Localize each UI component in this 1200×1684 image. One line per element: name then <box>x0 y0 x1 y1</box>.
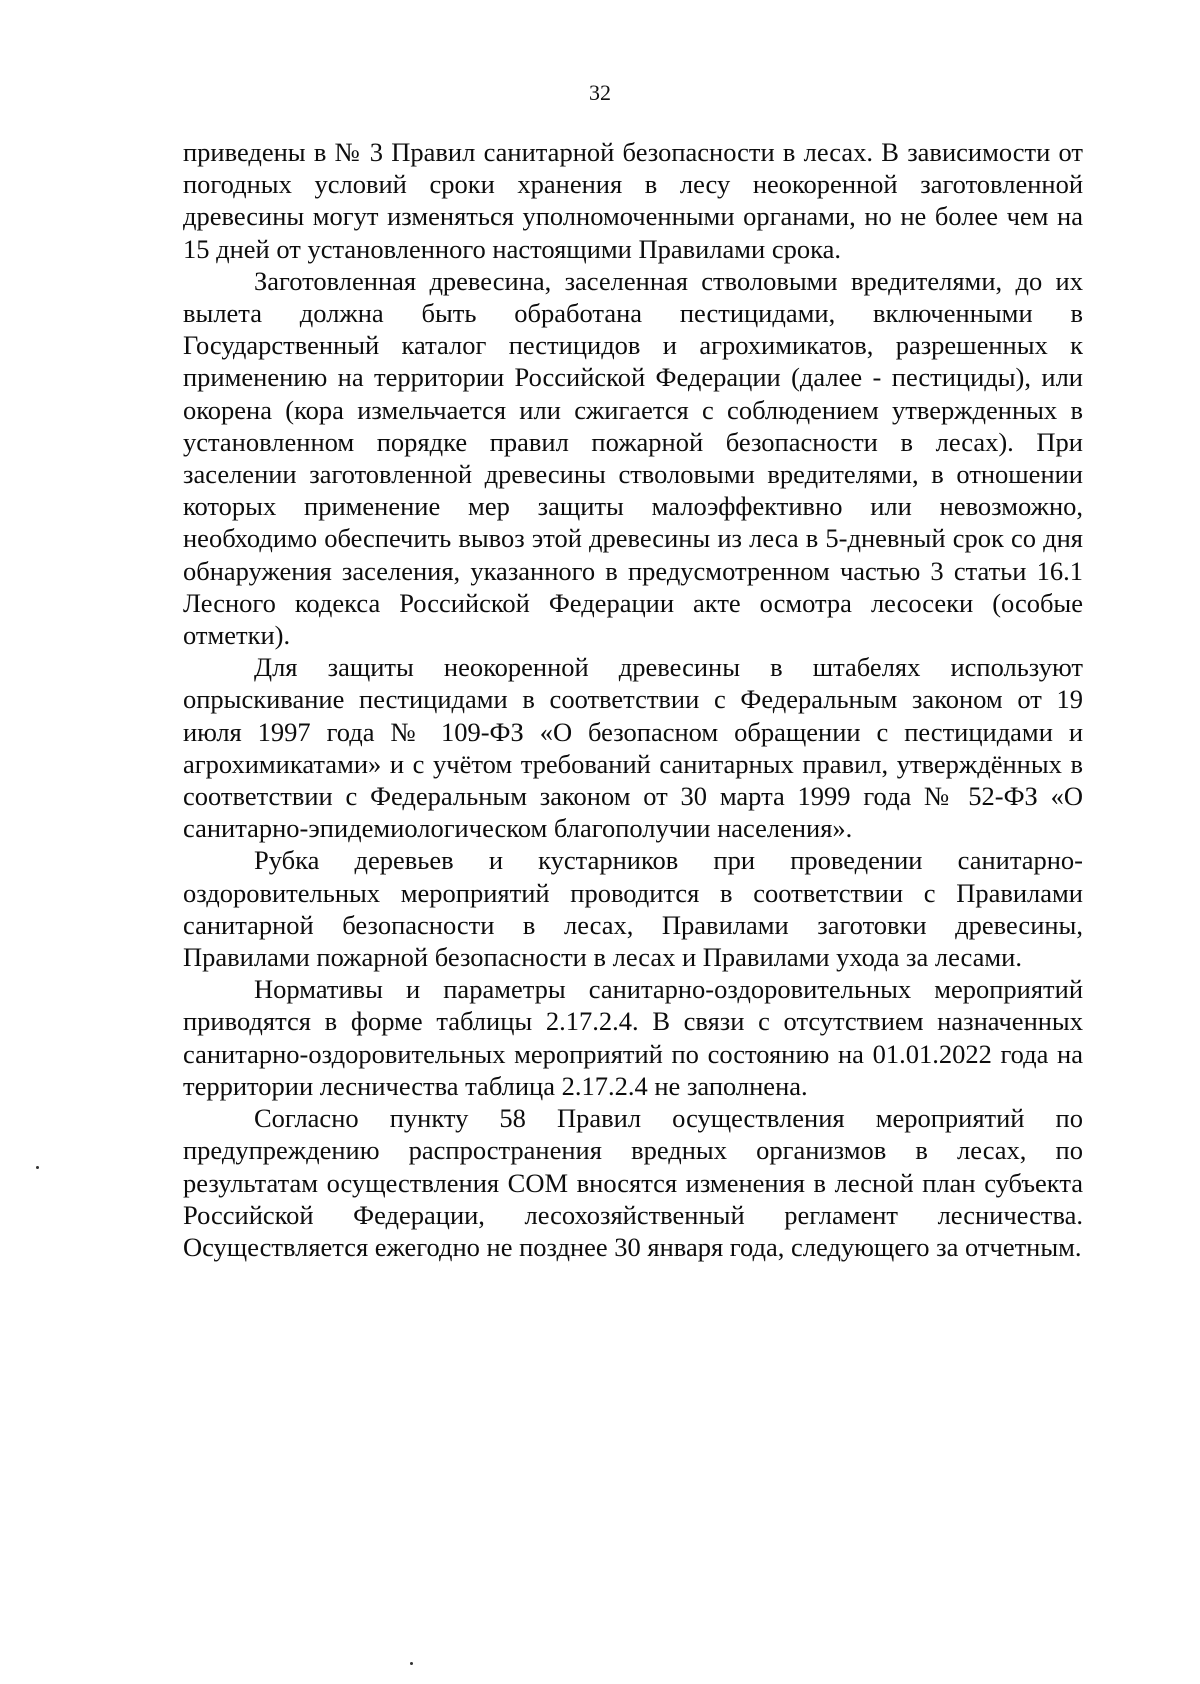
paragraph-som-changes: Согласно пункту 58 Правил осуществления мероприятий по предупреждению распространения вредных организмов в лесах, по результатам осуществления СОМ вносятся изменения в лесной план субъекта Российской Федерации, лесохозяйственный регламент лесничества. Осуществляется ежегодно не позднее 30 января года, следующего за отчетным. <box>183 1103 1083 1262</box>
page-number: 32 <box>589 80 611 105</box>
scan-speck <box>410 1662 413 1665</box>
paragraph-pest-treatment: Заготовленная древесина, заселенная стволовыми вредителями, до их вылета должна быть обработана пестицидами, включенными в Государственный каталог пестицидов и агрохимикатов, разрешенных к применению на территории Российской Федерации (далее - пестициды), или окорена (кора измельчается или сжигается с соблюдением утвержденных в установленном порядке правил пожарной безопасности в лесах). При заселении заготовленной древесины стволовыми вредителями, в отношении которых применение мер защиты малоэффективно или невозможно, необходимо обеспечить вывоз этой древесины из леса в 5-дневный срок со дня обнаружения заселения, указанного в предусмотренном частью 3 статьи 16.1 Лесного кодекса Российской Федерации акте осмотра лесосеки (особые отметки). <box>183 265 1083 651</box>
paragraph-felling: Рубка деревьев и кустарников при проведении санитарно-оздоровительных мероприятий проводится в соответствии с Правилами санитарной безопасности в лесах, Правилами заготовки древесины, Правилами пожарной безопасности в лесах и Правилами ухода за лесами. <box>183 845 1083 973</box>
paragraph-normatives: Нормативы и параметры санитарно-оздоровительных мероприятий приводятся в форме таблицы 2.17.2.4. В связи с отсутствием назначенных санитарно-оздоровительных мероприятий по состоянию на 01.01.2022 года на территории лесничества таблица 2.17.2.4 не заполнена. <box>183 974 1083 1101</box>
scan-speck <box>36 1166 39 1169</box>
paragraph-spraying: Для защиты неокоренной древесины в штабелях используют опрыскивание пестицидами в соответствии с Федеральным законом от 19 июля 1997 года № 109-ФЗ «О безопасном обращении с пестицидами и агрохимикатами» и с учётом требований санитарных правил, утверждённых в соответствии с Федеральным законом от 30 марта 1999 года № 52-ФЗ «О санитарно-эпидемиологическом благополучии населения». <box>183 652 1083 844</box>
paragraph-continuation: приведены в № 3 Правил санитарной безопасности в лесах. В зависимости от погодных условий сроки хранения в лесу неокоренной заготовленной древесины могут изменяться уполномоченными органами, но не более чем на 15 дней от установленного настоящими Правилами срока. <box>183 137 1083 264</box>
document-body <box>183 136 1083 1263</box>
